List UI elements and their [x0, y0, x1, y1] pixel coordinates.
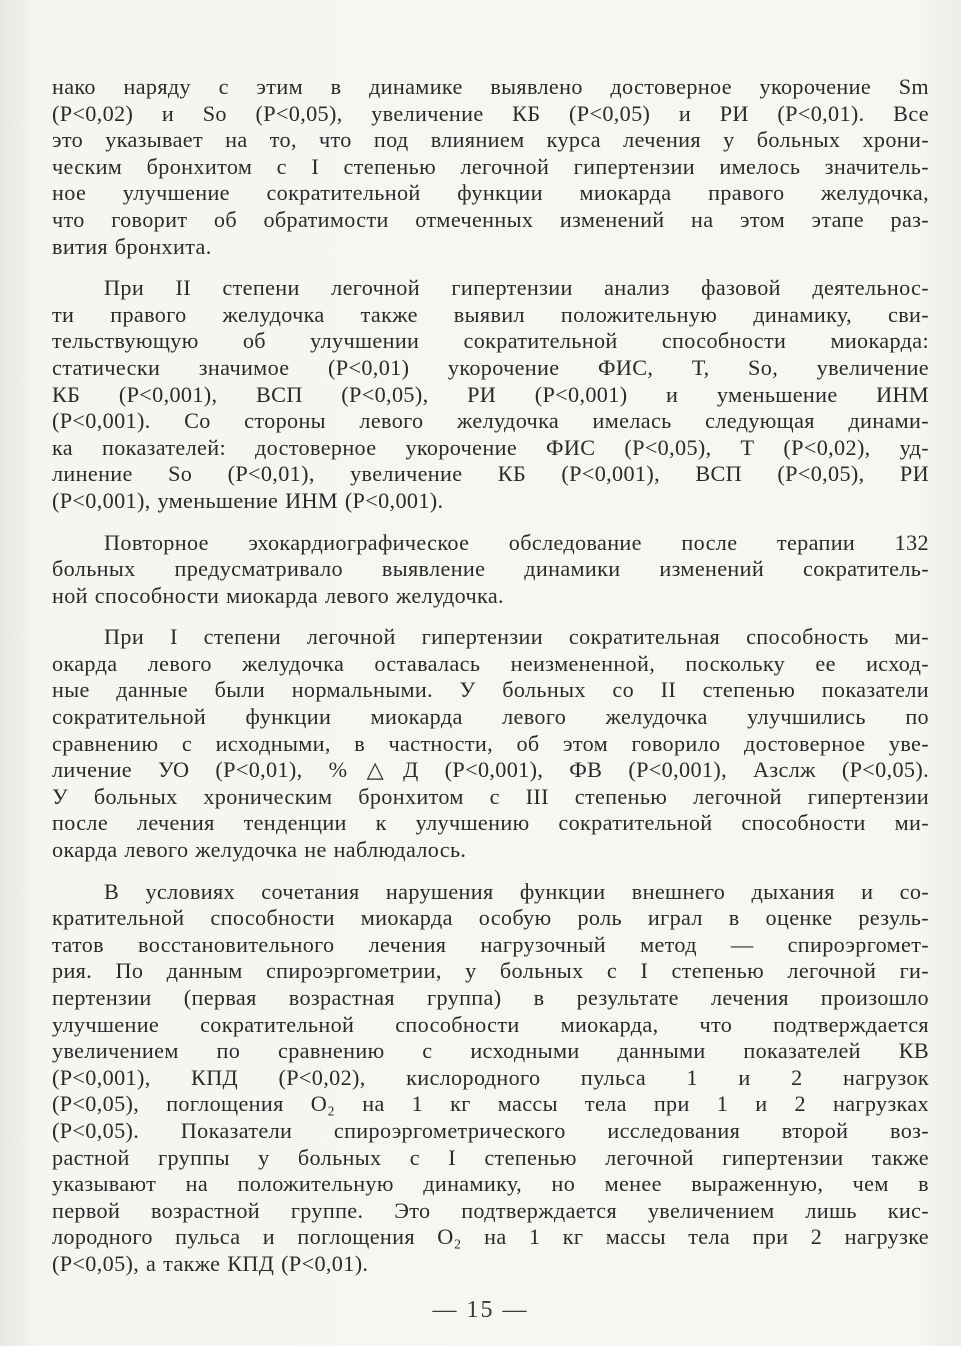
- text-line: личение УО (P<0,01), %△Д (P<0,001), ФВ (P<0,001), Азслж (P<0,05).: [52, 757, 929, 783]
- text-line: (P<0,05). Показатели спироэргометрического исследования второй воз-: [52, 1117, 929, 1143]
- text-line: У больных хроническим бронхитом с III степенью легочной гипертензии: [52, 783, 929, 809]
- text-line: При I степени легочной гипертензии сократительная способность ми-: [104, 624, 929, 650]
- text-line: тельствующую об улучшении сократительной способности миокарда:: [52, 328, 929, 354]
- text-line: ное улучшение сократительной функции миокарда правого желудочка,: [52, 180, 929, 206]
- text-line: улучшение сократительной способности миокарда, что подтверждается: [52, 1011, 929, 1037]
- text-line: (P<0,02) и So (P<0,05), увеличение КБ (P<0,05) и РИ (P<0,01). Все: [52, 100, 929, 126]
- text-line: окарда левого желудочка оставалась неизмененной, поскольку ее исход-: [52, 650, 929, 676]
- text-line: сократительной функции миокарда левого желудочка улучшились по: [52, 704, 929, 730]
- page-number: — 15 —: [432, 1297, 529, 1323]
- text-line: больных предусматривало выявление динамики изменений сократитель-: [52, 556, 929, 582]
- text-line: окарда левого желудочка не наблюдалось.: [52, 837, 467, 863]
- text-line: после лечения тенденции к улучшению сократительной способности ми-: [52, 810, 929, 836]
- text-line: ческим бронхитом с I степенью легочной гипертензии имелось значитель-: [52, 153, 929, 179]
- text-line: сравнению с исходными, в частности, об этом говорило достоверное уве-: [52, 730, 929, 756]
- text-line: (P<0,05), поглощения O₂ на 1 кг массы тела при 1 и 2 нагрузках: [52, 1091, 929, 1117]
- text-line: кратительной способности миокарда особую роль играл в оценке резуль-: [52, 905, 929, 931]
- text-line: (P<0,05), а также КПД (P<0,01).: [52, 1250, 369, 1276]
- text-line: первой возрастной группе. Это подтверждается увеличением лишь кис-: [52, 1197, 929, 1223]
- text-line: (P<0,001), уменьшение ИНМ (P<0,001).: [52, 487, 444, 513]
- paragraph-5: [52, 879, 929, 1278]
- text-line: вития бронхита.: [52, 233, 212, 259]
- text-line: рия. По данным спироэргометрии, у больных с I степенью легочной ги-: [52, 958, 929, 984]
- text-line: статически значимое (P<0,01) укорочение ФИС, Т, So, увеличение: [52, 354, 929, 380]
- paragraph-3: [52, 530, 929, 610]
- body-text: [52, 74, 929, 1293]
- text-line: ка показателей: достоверное укорочение ФИС (P<0,05), Т (P<0,02), уд-: [52, 434, 929, 460]
- text-line: (P<0,001), КПД (P<0,02), кислородного пульса 1 и 2 нагрузок: [52, 1064, 929, 1090]
- paragraph-1: [52, 74, 929, 260]
- paragraph-2: [52, 275, 929, 514]
- text-line: ти правого желудочка также выявил положительную динамику, сви-: [52, 301, 929, 327]
- text-line: что говорит об обратимости отмеченных изменений на этом этапе раз-: [52, 206, 929, 232]
- text-line: увеличением по сравнению с исходными данными показателей КВ: [52, 1038, 929, 1064]
- text-line: (P<0,001). Со стороны левого желудочка имелась следующая динами-: [52, 408, 929, 434]
- text-line: КБ (P<0,001), ВСП (P<0,05), РИ (P<0,001) и уменьшение ИНМ: [52, 381, 929, 407]
- text-line: линение So (P<0,01), увеличение КБ (P<0,001), ВСП (P<0,05), РИ: [52, 461, 929, 487]
- paragraph-4: [52, 624, 929, 863]
- text-line: В условиях сочетания нарушения функции внешнего дыхания и со-: [104, 878, 929, 904]
- text-line: пертензии (первая возрастная группа) в результате лечения произошло: [52, 985, 929, 1010]
- text-line: нако наряду с этим в динамике выявлено достоверное укорочение Sm: [52, 74, 929, 99]
- text-line: татов восстановительного лечения нагрузочный метод — спироэргомет-: [52, 931, 929, 957]
- text-line: это указывает на то, что под влиянием курса лечения у больных хрони-: [52, 127, 929, 153]
- text-line: ной способности миокарда левого желудочка.: [52, 582, 504, 608]
- text-line: Повторное эхокардиографическое обследование после терапии 132: [104, 529, 929, 555]
- text-line: лородного пульса и поглощения O₂ на 1 кг массы тела при 2 нагрузке: [52, 1224, 929, 1250]
- text-line: растной группы у больных с I степенью легочной гипертензии также: [52, 1144, 929, 1170]
- text-line: При II степени легочной гипертензии анализ фазовой деятельнос-: [104, 275, 929, 301]
- text-line: указывают на положительную динамику, но менее выраженную, чем в: [52, 1171, 929, 1197]
- text-line: ные данные были нормальными. У больных со II степенью показатели: [52, 677, 929, 703]
